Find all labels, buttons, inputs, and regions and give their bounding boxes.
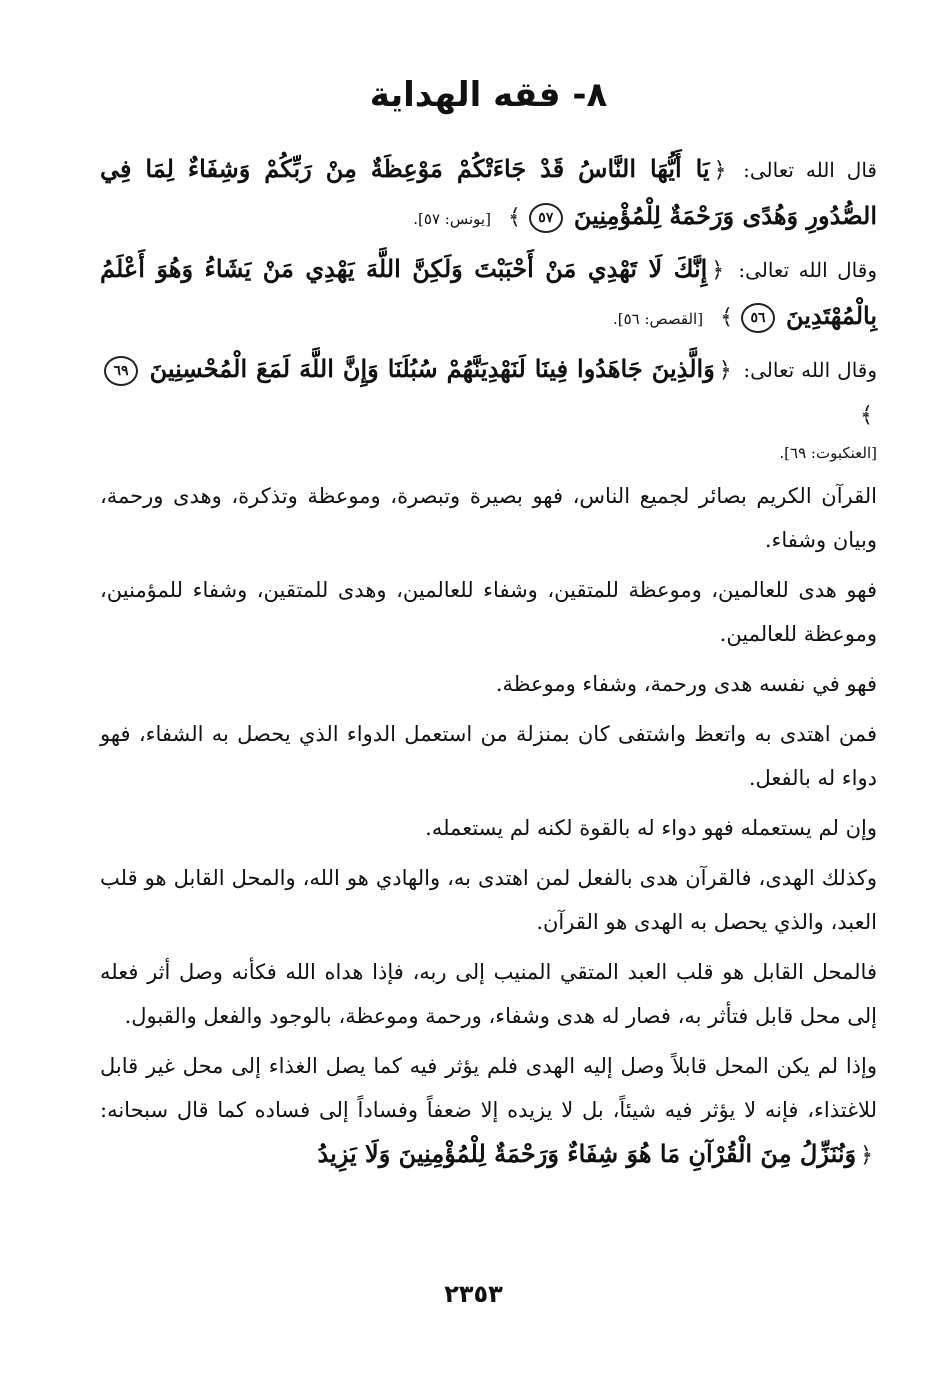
quran-bracket-open: ﴿ bbox=[711, 258, 725, 283]
verse-block-1 bbox=[100, 146, 877, 242]
verse-lead: وقال الله تعالى: bbox=[743, 358, 878, 382]
paragraph-6: وكذلك الهدى، فالقرآن هدى بالفعل لمن اهتدى به، والهادي هو الله، والمحل القابل هو قلب العبد، والذي يحصل به الهدى هو القرآن. bbox=[100, 866, 877, 934]
verse-lead: وقال الله تعالى: bbox=[738, 258, 877, 282]
verse-reference: [العنكبوت: ٦٩]. bbox=[779, 444, 877, 462]
quran-verse-text: وَالَّذِينَ جَاهَدُوا فِينَا لَنَهْدِيَنَّهُمْ سُبُلَنَا وَإِنَّ اللَّهَ لَمَعَ الْمُحْسِنِينَ bbox=[149, 354, 715, 383]
page-number: ٢٣٥٣ bbox=[444, 1280, 503, 1308]
closing-quran-verse: وَنُنَزِّلُ مِنَ الْقُرْآنِ مَا هُوَ شِفَاءٌ وَرَحْمَةٌ لِلْمُؤْمِنِينَ وَلَا يَزِيدُ bbox=[317, 1139, 857, 1168]
paragraph-8-text: وإذا لم يكن المحل قابلاً وصل إليه الهدى فلم يؤثر فيه كما يصل الغذاء إلى محل غير قابل للاغتذاء، فإنه لا يؤثر فيه شيئاً، بل لا يزيده إلا ضعفاً وفساداً إلى فساده كما قال سبحانه: bbox=[100, 1054, 877, 1122]
ayah-number-badge: ٥٦ bbox=[741, 303, 775, 333]
paragraph-1: القرآن الكريم بصائر لجميع الناس، فهو بصيرة وتبصرة، وموعظة وتذكرة، وهدى ورحمة، وبيان وشفاء. bbox=[100, 484, 877, 552]
quran-bracket-open: ﴿ bbox=[860, 1143, 873, 1168]
book-page bbox=[100, 60, 877, 1184]
paragraph-2: فهو هدى للعالمين، وموعظة للمتقين، وشفاء للعالمين، وهدى للمتقين، وشفاء للمؤمنين، وموعظة للعالمين. bbox=[100, 578, 877, 646]
verse-block-2 bbox=[100, 246, 877, 342]
verse-reference: [يونس: ٥٧]. bbox=[413, 210, 491, 228]
quran-bracket-close: ﴾ bbox=[507, 205, 521, 230]
verse-lead: قال الله تعالى: bbox=[743, 158, 877, 182]
quran-bracket-close: ﴾ bbox=[860, 403, 873, 428]
quran-bracket-open: ﴿ bbox=[718, 358, 732, 383]
ayah-number-badge: ٦٩ bbox=[104, 356, 138, 386]
quran-verse-text: إِنَّكَ لَا تَهْدِي مَنْ أَحْبَبْتَ وَلَكِنَّ اللَّهَ يَهْدِي مَنْ يَشَاءُ وَهُوَ أَعْلَمُ بِالْمُهْتَدِينَ bbox=[100, 254, 877, 330]
paragraph-7: فالمحل القابل هو قلب العبد المتقي المنيب إلى ربه، فإذا هداه الله فكأنه وصل أثر فعله إلى محل قابل فتأثر به، فصار له هدى وشفاء، ورحمة وموعظة، بالوجود والفعل والقبول. bbox=[100, 960, 877, 1028]
chapter-title: ٨- فقه الهداية bbox=[369, 75, 608, 115]
quran-verse-text: يَا أَيُّهَا النَّاسُ قَدْ جَاءَتْكُمْ مَوْعِظَةٌ مِنْ رَبِّكُمْ وَشِفَاءٌ لِمَا فِي الصُّدُورِ وَهُدًى وَرَحْمَةٌ لِلْمُؤْمِنِينَ bbox=[100, 154, 877, 230]
paragraph-8 bbox=[100, 1044, 877, 1178]
paragraph-3: فهو في نفسه هدى ورحمة، وشفاء وموعظة. bbox=[495, 672, 877, 696]
paragraph-4: فمن اهتدى به واتعظ واشتفى كان بمنزلة من استعمل الدواء الذي يحصل به الشفاء، فهو دواء له بالفعل. bbox=[100, 722, 877, 790]
paragraph-5: وإن لم يستعمله فهو دواء له بالقوة لكنه لم يستعمله. bbox=[425, 816, 877, 840]
quran-bracket-open: ﴿ bbox=[713, 158, 727, 183]
ayah-number-badge: ٥٧ bbox=[529, 203, 563, 233]
verse-block-3 bbox=[100, 346, 877, 468]
verse-reference: [القصص: ٥٦]. bbox=[612, 310, 704, 328]
quran-bracket-close: ﴾ bbox=[720, 305, 733, 330]
